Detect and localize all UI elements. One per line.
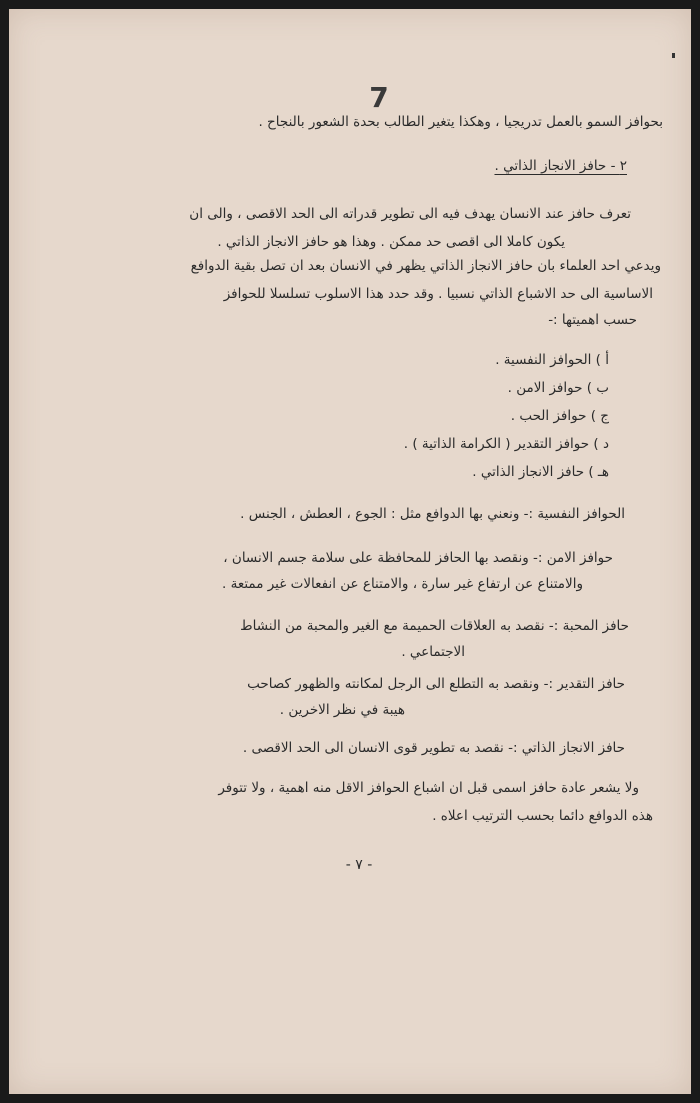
corner-mark (672, 53, 675, 58)
definition-paragraph: حافز المحبة :- نقصد به العلاقات الحميمة مع الغير والمحبة من النشاط (240, 618, 629, 634)
text-line: هيبة في نظر الاخرين . (279, 702, 405, 718)
list-item: ج ) حوافز الحب . (510, 408, 609, 424)
list-item: أ ) الحوافز النفسية . (495, 352, 609, 368)
text-line: ولا يشعر عادة حافز اسمى قبل ان اشباع الحوافز الاقل منه اهمية ، ولا تتوفر (218, 780, 639, 796)
text-line: الاجتماعي . (401, 644, 465, 660)
list-item: ب ) حوافز الامن . (507, 380, 609, 396)
text-line: يكون كاملا الى اقصى حد ممكن . وهذا هو حافز الانجاز الذاتي . (217, 234, 565, 250)
document-page (9, 9, 691, 1094)
text-line: هذه الدوافع دائما بحسب الترتيب اعلاه . (432, 808, 653, 824)
definition-paragraph: حوافز الامن :- ونقصد بها الحافز للمحافظة على سلامة جسم الانسان ، (223, 550, 613, 566)
list-item: هـ ) حافز الانجاز الذاتي . (472, 464, 609, 480)
list-item: د ) حوافز التقدير ( الكرامة الذاتية ) . (403, 436, 609, 452)
text-line: ويدعي احد العلماء بان حافز الانجاز الذاتي يظهر في الانسان بعد ان تصل بقية الدوافع (190, 258, 661, 274)
text-line: والامتناع عن ارتفاع غير سارة ، والامتناع عن انفعالات غير ممتعة . (222, 576, 583, 592)
definition-paragraph: حافز التقدير :- ونقصد به التطلع الى الرجل لمكانته والظهور كصاحب (247, 676, 625, 692)
pencil-page-number: 7 (369, 81, 389, 114)
text-line: الاساسية الى حد الاشباع الذاتي نسبيا . وقد حدد هذا الاسلوب تسلسلا للحوافز (223, 286, 653, 302)
definition-paragraph: حافز الانجاز الذاتي :- نقصد به تطوير قوى الانسان الى الحد الاقصى . (242, 740, 625, 756)
section-heading: ٢ - حافز الانجاز الذاتي . (494, 158, 627, 174)
page-number: - ٧ - (345, 857, 373, 873)
text-line: تعرف حافز عند الانسان يهدف فيه الى تطوير قدراته الى الحد الاقصى ، والى ان (189, 206, 631, 222)
text-line: حسب اهميتها :- (548, 312, 637, 328)
text-line: بحوافز السمو بالعمل تدريجيا ، وهكذا يتغير الطالب بحدة الشعور بالنجاح . (258, 114, 663, 130)
definition-paragraph: الحوافز النفسية :- ونعني بها الدوافع مثل : الجوع ، العطش ، الجنس . (240, 506, 625, 522)
